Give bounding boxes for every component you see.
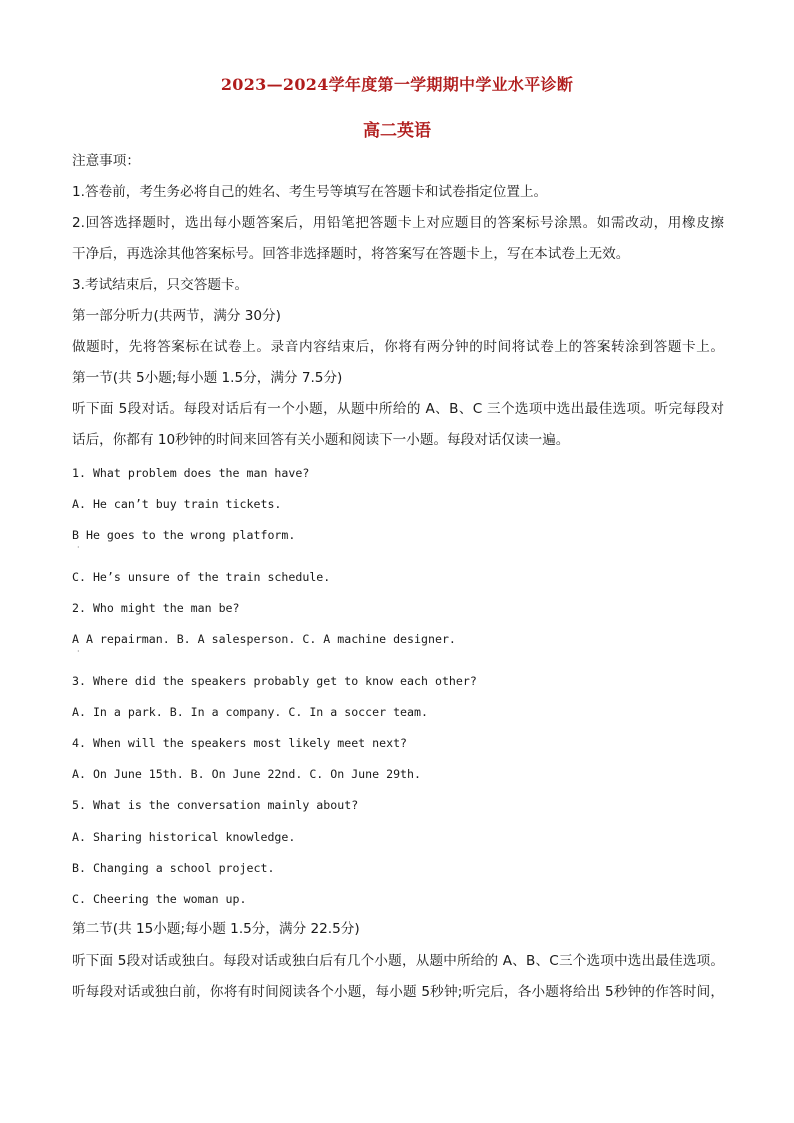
question-5: 5. What is the conversation mainly about? xyxy=(72,798,359,812)
question-5-option-c: C. Cheering the woman up. xyxy=(72,892,247,906)
question-4-options: A. On June 15th. B. On June 22nd. C. On June 29th. xyxy=(72,767,422,781)
section2-instruction-line-2: 听每段对话或独白前，你将有时间阅读各个小题，每小题 5秒钟;听完后，各小题将给出 5秒钟的作答时间， xyxy=(72,984,724,1000)
notice-item-3: 3.考试结束后，只交答题卡。 xyxy=(72,277,249,293)
question-1-option-b: B He goes to the wrong platform. xyxy=(72,528,296,542)
section1-instruction-line-2: 话后，你都有 10秒钟的时间来回答有关小题和阅读下一小题。每段对话仅读一遍。 xyxy=(72,432,570,448)
subject-title: 高二英语 xyxy=(363,121,431,141)
section1-instruction-line-1: 听下面 5段对话。每段对话后有一个小题，从题中所给的 A、B、C 三个选项中选出最佳选项。听完每段对 xyxy=(72,401,724,417)
section1-heading: 第一节(共 5小题;每小题 1.5分，满分 7.5分) xyxy=(72,370,343,386)
notice-item-1: 1.答卷前，考生务必将自己的姓名、考生号等填写在答题卡和试卷指定位置上。 xyxy=(72,184,548,200)
question-4: 4. When will the speakers most likely meet next? xyxy=(72,736,408,750)
question-3-options: A. In a park. B. In a company. C. In a soccer team. xyxy=(72,705,428,719)
question-2-options: A A repairman. B. A salesperson. C. A machine designer. xyxy=(72,632,456,646)
question-2: 2. Who might the man be? xyxy=(72,601,240,615)
notice-item-2-line-2: 干净后，再选涂其他答案标号。回答非选择题时，将答案写在答题卡上，写在本试卷上无效。 xyxy=(72,246,630,262)
stray-mark: · xyxy=(77,647,80,656)
section2-heading: 第二节(共 15小题;每小题 1.5分，满分 22.5分) xyxy=(72,921,360,937)
exam-title: 2023—2024学年度第一学期期中学业水平诊断 xyxy=(220,75,574,94)
question-3: 3. Where did the speakers probably get to know each other? xyxy=(72,674,477,688)
question-1-option-a: A. He can’t buy train tickets. xyxy=(72,497,282,511)
question-5-option-b: B. Changing a school project. xyxy=(72,861,275,875)
notice-heading: 注意事项： xyxy=(72,153,140,169)
question-5-option-a: A. Sharing historical knowledge. xyxy=(72,830,296,844)
question-1-option-c: C. He’s unsure of the train schedule. xyxy=(72,570,331,584)
notice-item-2-line-1: 2.回答选择题时，选出每小题答案后，用铅笔把答题卡上对应题目的答案标号涂黑。如需改动，用橡皮擦 xyxy=(72,215,724,231)
stray-mark: · xyxy=(77,543,80,552)
question-1: 1. What problem does the man have? xyxy=(72,466,310,480)
section2-instruction-line-1: 听下面 5段对话或独白。每段对话或独白后有几个小题，从题中所给的 A、B、C三个选项中选出最佳选项。 xyxy=(72,953,724,969)
part1-heading: 第一部分听力(共两节，满分 30分) xyxy=(72,308,281,324)
part1-instruction: 做题时，先将答案标在试卷上。录音内容结束后，你将有两分钟的时间将试卷上的答案转涂到答题卡上。 xyxy=(72,339,724,355)
